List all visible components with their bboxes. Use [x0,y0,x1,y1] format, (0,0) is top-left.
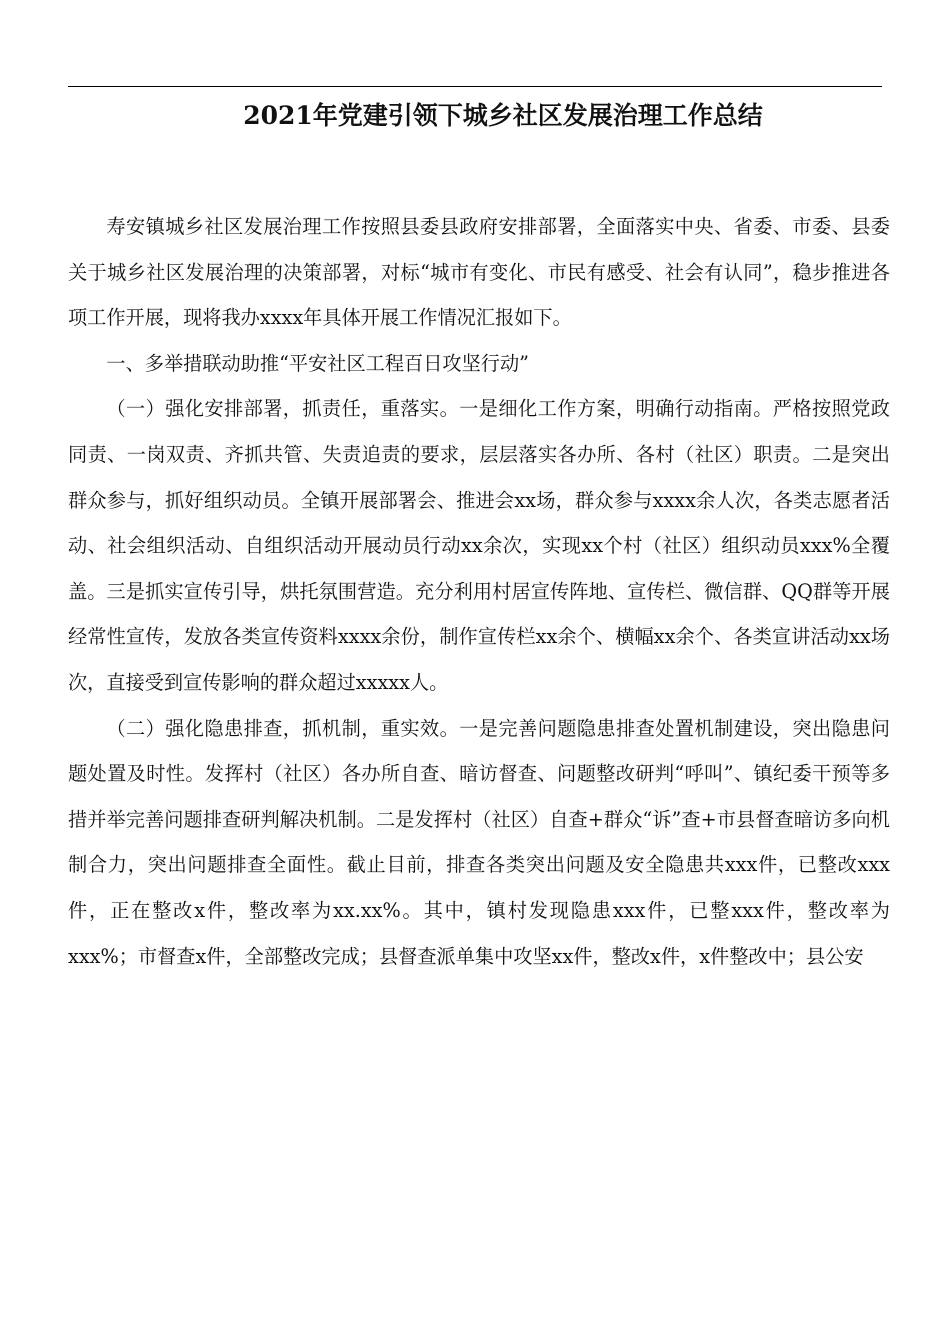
document-title: 2021年党建引领下城乡社区发展治理工作总结 [243,101,763,130]
subsection-paragraph-1: （一）强化安排部署，抓责任，重落实。一是细化工作方案，明确行动指南。严格按照党政同责、一岗双责、齐抓共管、失责追责的要求，层层落实各办所、各村（社区）职责。二是突出群众参与，抓好组织动员。全镇开展部署会、推进会xx场，群众参与xxxx余人次，各类志愿者活动、社会组织活动、自组织活动开展动员行动xx余次，实现xx个村（社区）组织动员xxx%全覆盖。三是抓实宣传引导，烘托氛围营造。充分利用村居宣传阵地、宣传栏、微信群、QQ群等开展经常性宣传，发放各类宣传资料xxxx余份，制作宣传栏xx余个、横幅xx余个、各类宣讲活动xx场次，直接受到宣传影响的群众超过xxxxx人。 [68,397,890,694]
document-body [68,204,890,979]
header-rule [68,86,882,87]
section-heading-1: 一、多举措联动助推“平安社区工程百日攻坚行动” [106,351,529,375]
subsection-paragraph-2: （二）强化隐患排查，抓机制，重实效。一是完善问题隐患排查处置机制建设，突出隐患问题处置及时性。发挥村（社区）各办所自查、暗访督查、问题整改研判“呼叫”、镇纪委干预等多措并举完善问题排查研判解决机制。二是发挥村（社区）自查+群众“诉”查+市县督查暗访多向机制合力，突出问题排查全面性。截止目前，排查各类突出问题及安全隐患共xxx件，已整改xxx件，正在整改x件，整改率为xx.xx%。其中，镇村发现隐患xxx件，已整xxx件，整改率为xxx%；市督查x件，全部整改完成；县督查派单集中攻坚xx件，整改x件，x件整改中；县公安 [68,716,890,968]
intro-paragraph: 寿安镇城乡社区发展治理工作按照县委县政府安排部署，全面落实中央、省委、市委、县委关于城乡社区发展治理的决策部署，对标“城市有变化、市民有感受、社会有认同”，稳步推进各项工作开展，现将我办xxxx年具体开展工作情况汇报如下。 [68,215,890,330]
